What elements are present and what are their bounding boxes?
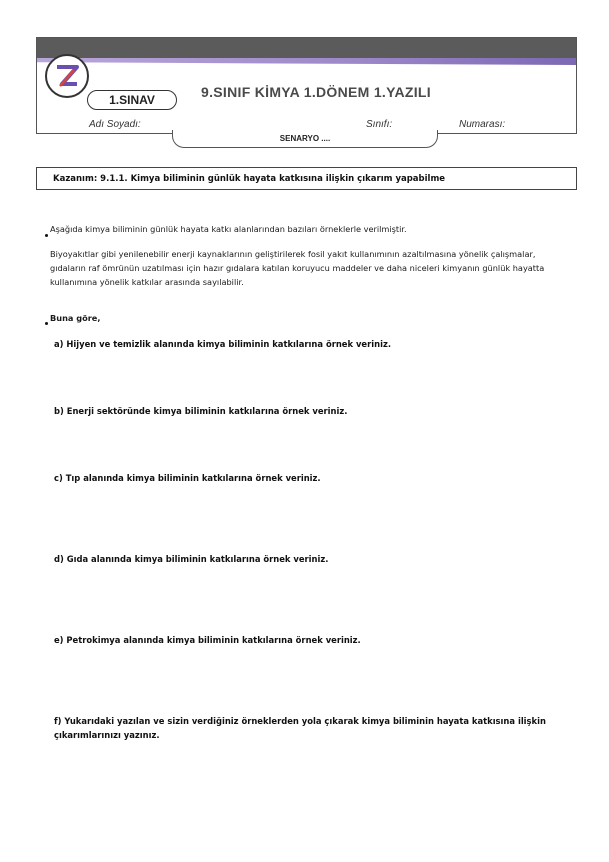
page-title: 9.SINIF KİMYA 1.DÖNEM 1.YAZILI (201, 84, 431, 100)
kazanim-box: Kazanım: 9.1.1. Kimya biliminin günlük hayata katkısına ilişkin çıkarım yapabilme (36, 167, 577, 190)
question-f-line-1: f) Yukarıdaki yazılan ve sizin verdiğiniz örneklerden yola çıkarak kimya biliminin hayata katkısına ilişkin (54, 716, 546, 726)
z-logo-icon (45, 54, 89, 98)
scenario-label: SENARYO .... (172, 130, 438, 148)
number-label: Numarası: (459, 119, 506, 130)
header-top-bar (37, 38, 576, 58)
paragraph-line-2: gıdaların raf ömrünün uzatılması için hazır gıdalara katılan koruyucu maddeler ve daha niceleri kimyanın günlük hayatta (50, 263, 545, 273)
bullet-icon (45, 322, 48, 325)
header-accent-stripe (37, 58, 576, 65)
question-b: b) Enerji sektöründe kimya biliminin katkılarına örnek veriniz. (54, 406, 348, 416)
exam-header (36, 37, 577, 134)
paragraph-line-3: kullanımına yönelik katkılar arasında sayılabilir. (50, 277, 244, 287)
bullet-icon (45, 234, 48, 237)
question-d: d) Gıda alanında kimya biliminin katkılarına örnek veriniz. (54, 554, 329, 564)
question-f-line-2: çıkarımlarınızı yazınız. (54, 730, 160, 740)
question-e: e) Petrokimya alanında kimya biliminin katkılarına örnek veriniz. (54, 635, 361, 645)
name-label: Adı Soyadı: (89, 119, 141, 130)
buna-gore-text: Buna göre, (50, 313, 101, 323)
question-c: c) Tıp alanında kimya biliminin katkılarına örnek veriniz. (54, 473, 321, 483)
paragraph-line-1: Biyoyakıtlar gibi yenilenebilir enerji kaynaklarının geliştirilerek fosil yakıt kullanımının azaltılmasına yönelik çalışmalar, (50, 249, 536, 259)
class-label: Sınıfı: (366, 119, 393, 130)
question-a: a) Hijyen ve temizlik alanında kimya biliminin katkılarına örnek veriniz. (54, 339, 391, 349)
exam-badge: 1.SINAV (87, 90, 177, 110)
intro-text: Aşağıda kimya biliminin günlük hayata katkı alanlarından bazıları örneklerle verilmiştir. (50, 224, 407, 234)
